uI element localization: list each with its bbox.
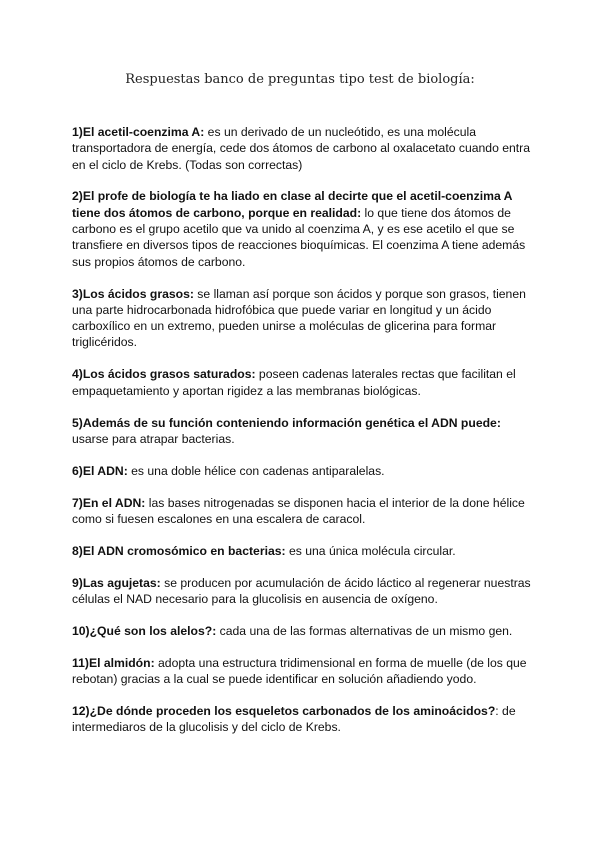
question-label: 3)Los ácidos grasos: xyxy=(72,286,194,301)
question-label: 10)¿Qué son los alelos?: xyxy=(72,623,217,638)
answer-text: cada una de las formas alternativas de un mismo gen. xyxy=(216,623,513,638)
question-label: 8)El ADN cromosómico en bacterias: xyxy=(72,543,286,558)
answer-text: es una doble hélice con cadenas antiparalelas. xyxy=(127,463,385,478)
document-title: Respuestas banco de preguntas tipo test de biología: xyxy=(125,72,475,87)
answer-text: : de intermediaros de la glucolisis y del ciclo de Krebs. xyxy=(72,703,516,735)
answer-text: lo que tiene dos átomos de carbono es el grupo acetilo que va unido al coenzima A, y es ese acetilo el que se transfiere en diversos tipos de reacciones bioquímicas. El coenzima A tiene además sus propios átomos de carbono. xyxy=(72,205,526,269)
answer-item-10 xyxy=(72,623,532,639)
answer-item-3 xyxy=(72,286,532,351)
answer-item-2 xyxy=(72,188,532,269)
answer-item-9 xyxy=(72,575,532,608)
question-label: 6)El ADN: xyxy=(72,463,128,478)
answer-text: adopta una estructura tridimensional en forma de muelle (de los que rebotan) gracias a la cual se puede identificar en solución añadiendo yodo. xyxy=(72,655,527,687)
answer-text: es un derivado de un nucleótido, es una molécula transportadora de energía, cede dos átomos de carbono al oxalacetato cuando entra en el ciclo de Krebs. (Todas son correctas) xyxy=(72,125,531,172)
answer-item-6 xyxy=(72,463,532,479)
question-label: 2)El profe de biología te ha liado en clase al decirte que el acetil-coenzima A tiene dos átomos de carbono, porque en realidad: xyxy=(72,189,513,220)
question-label: 11)El almidón: xyxy=(72,655,155,670)
answer-text: es una única molécula circular. xyxy=(285,543,456,558)
answer-item-7 xyxy=(72,495,532,528)
question-label: 1)El acetil-coenzima A: xyxy=(72,125,205,139)
answer-text: las bases nitrogenadas se disponen hacia el interior de la done hélice como si fuesen escalones en una escalera de caracol. xyxy=(72,495,525,526)
answer-text: poseen cadenas laterales rectas que facilitan el empaquetamiento y aportan rigidez a las membranas biológicas. xyxy=(72,367,516,398)
answer-item-12 xyxy=(72,703,532,736)
question-label: 7)En el ADN: xyxy=(72,495,146,510)
answer-item-11 xyxy=(72,655,532,688)
question-label: 12)¿De dónde proceden los esqueletos carbonados de los aminoácidos? xyxy=(72,703,496,718)
answer-item-8 xyxy=(72,543,532,559)
answer-item-4 xyxy=(72,366,532,399)
answer-item-5 xyxy=(72,415,532,448)
question-label: 5)Además de su función conteniendo información genética el ADN puede: xyxy=(72,415,501,430)
answer-item-1 xyxy=(72,124,532,173)
answer-text: se producen por acumulación de ácido láctico al regenerar nuestras células el NAD necesario para la glucolisis en ausencia de oxígeno. xyxy=(72,575,531,606)
answer-text: se llaman así porque son ácidos y porque son grasos, tienen una parte hidrocarbonada hidrofóbica que puede variar en longitud y un ácido carboxílico en un extremo, pueden unirse a moléculas de glicerina para formar triglicéridos. xyxy=(72,286,526,350)
question-label: 4)Los ácidos grasos saturados: xyxy=(72,367,256,382)
answer-list xyxy=(72,124,532,751)
question-label: 9)Las agujetas: xyxy=(72,575,161,590)
answer-text: usarse para atrapar bacterias. xyxy=(72,431,235,446)
